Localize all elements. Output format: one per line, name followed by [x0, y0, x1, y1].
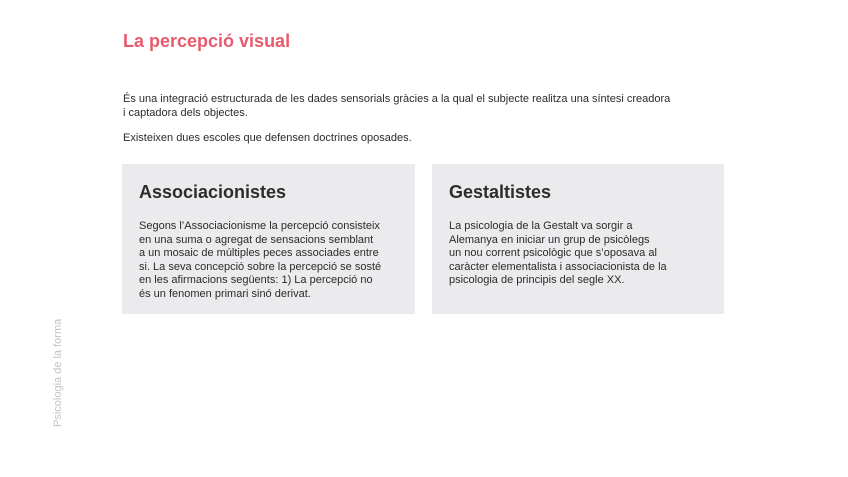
page-title: La percepció visual: [123, 31, 291, 51]
card-heading: Associacionistes: [139, 182, 287, 202]
card-associacionistes: [122, 164, 415, 314]
card-gestaltistes: [432, 164, 724, 314]
card-body: La psicologia de la Gestalt va sorgir a Alemanya en iniciar un grup de psicòlegs un nou corrent psicològic que s’oposava al caràcter elementalista i associacionista de la psicologia de principis del segle XX.: [449, 220, 667, 286]
side-section-label: Psicologia de la forma: [52, 318, 64, 427]
card-body: Segons l’Associacionisme la percepció consisteix en una suma o agregat de sensacions semblant a un mosaic de múltiples peces associades entre si. La seva concepció sobre la percepció se sosté en les afirmacions següents: 1) La percepció no és un fenomen primari sinó derivat.: [139, 220, 382, 300]
intro-paragraph: [123, 93, 723, 120]
intro-paragraph-2: Existeixen dues escoles que defensen doctrines oposades.: [123, 132, 412, 144]
card-heading: Gestaltistes: [449, 182, 552, 202]
intro-text: És una integració estructurada de les dades sensorials gràcies a la qual el subjecte realitza una síntesi creadora i captadora dels objectes.: [123, 93, 671, 119]
